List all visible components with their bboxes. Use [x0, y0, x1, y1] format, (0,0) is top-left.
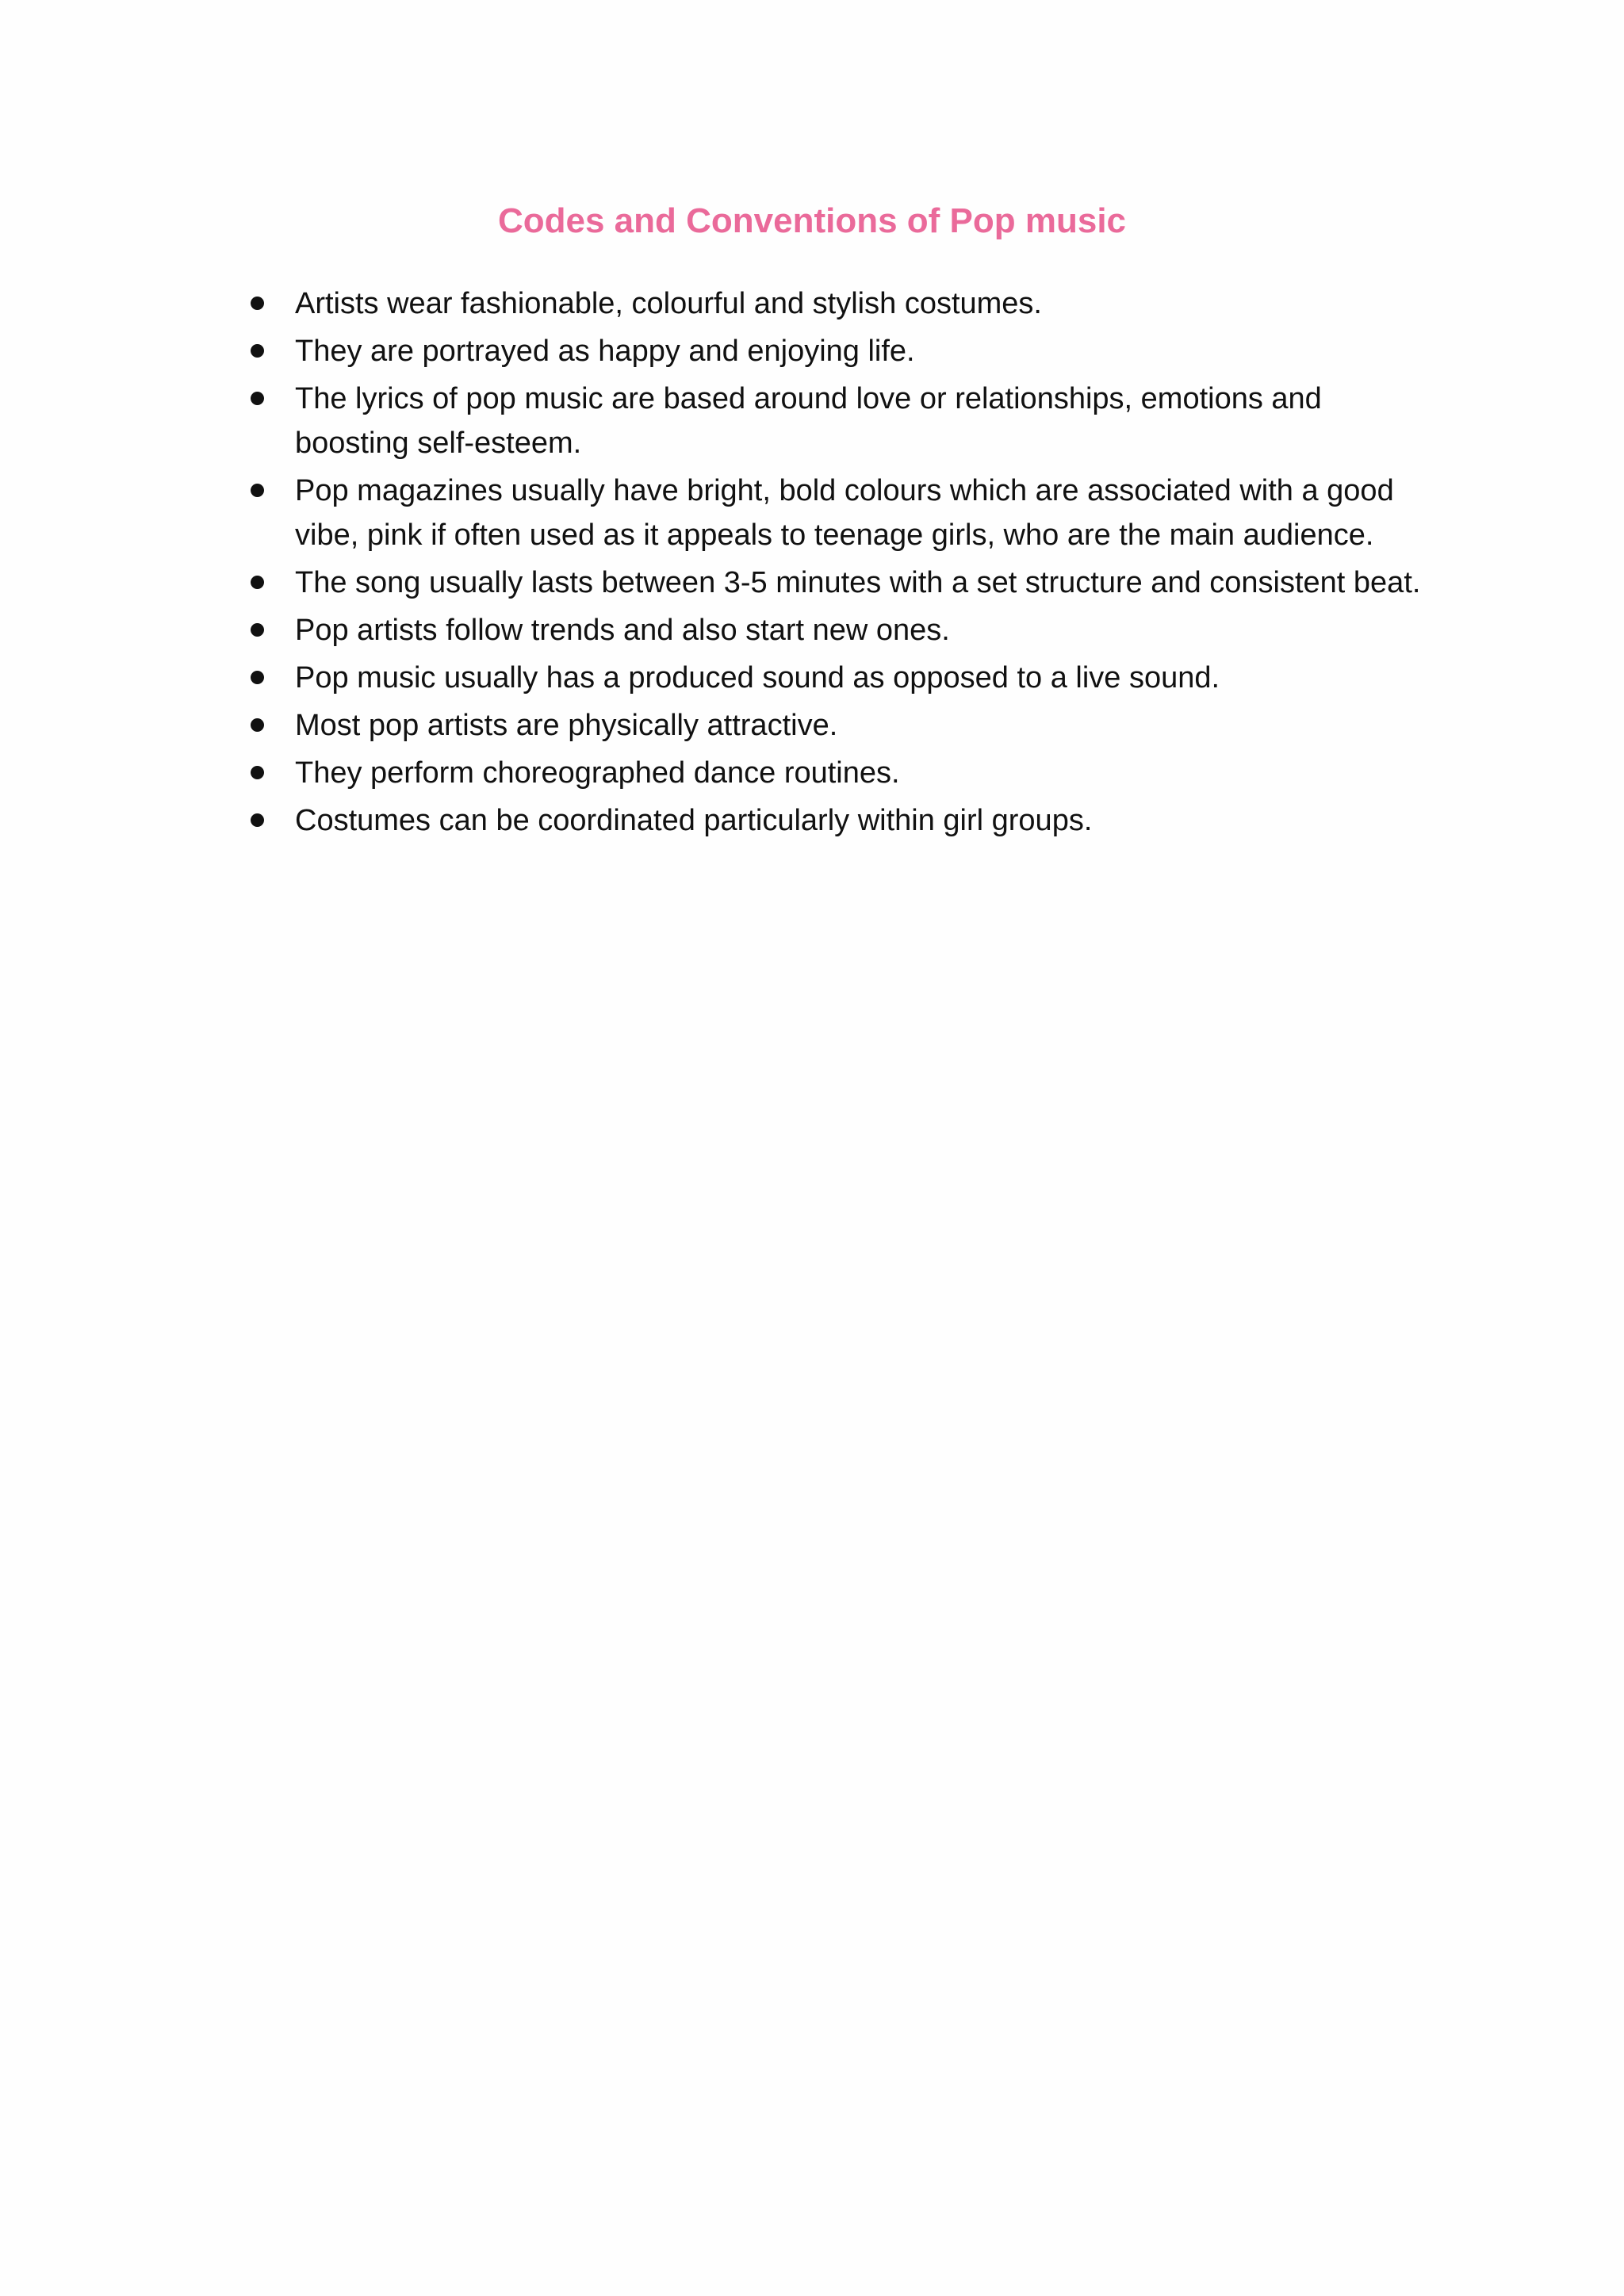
bullet-icon: [251, 392, 264, 405]
bullet-icon: [251, 344, 264, 358]
bullet-icon: [251, 484, 264, 497]
list-item-text: They are portrayed as happy and enjoying life.: [295, 335, 915, 368]
list-item: [0, 703, 1437, 748]
list-item-text: Most pop artists are physically attractive.: [295, 709, 838, 742]
list-item: [0, 377, 1437, 465]
bullet-icon: [251, 813, 264, 827]
list-item: [0, 561, 1437, 605]
conventions-list: [0, 281, 1624, 846]
document-title: Codes and Conventions of Pop music: [497, 201, 1127, 240]
list-item-text: They perform choreographed dance routines.: [295, 756, 900, 790]
bullet-icon: [251, 623, 264, 637]
list-item: [0, 656, 1437, 700]
bullet-icon: [251, 766, 264, 779]
list-item-text: Pop music usually has a produced sound as opposed to a live sound.: [295, 661, 1220, 695]
list-item-text: The lyrics of pop music are based around love or relationships, emotions and boosting self-esteem.: [295, 382, 1322, 460]
list-item: [0, 281, 1437, 326]
list-item-text: Artists wear fashionable, colourful and stylish costumes.: [295, 287, 1042, 320]
bullet-icon: [251, 576, 264, 589]
bullet-icon: [251, 718, 264, 732]
list-item-text: Pop artists follow trends and also start new ones.: [295, 614, 950, 647]
list-item: [0, 329, 1437, 373]
list-item: [0, 798, 1437, 843]
list-item: [0, 751, 1437, 795]
list-item: [0, 608, 1437, 652]
bullet-icon: [251, 297, 264, 310]
list-item-text: Costumes can be coordinated particularly within girl groups.: [295, 804, 1093, 837]
list-item-text: The song usually lasts between 3-5 minutes with a set structure and consistent beat.: [295, 566, 1421, 599]
list-item: [0, 469, 1437, 557]
bullet-icon: [251, 671, 264, 684]
list-item-text: Pop magazines usually have bright, bold colours which are associated with a good vibe, pink if often used as it appeals to teenage girls, who are the main audience.: [295, 474, 1394, 552]
